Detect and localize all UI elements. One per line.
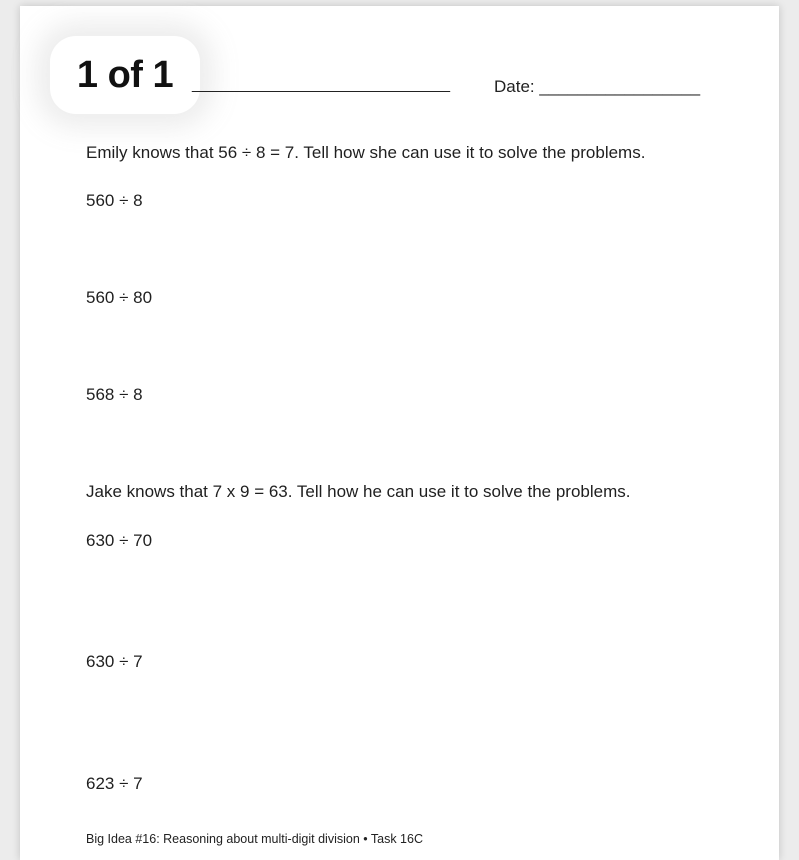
section1-prompt: Emily knows that 56 ÷ 8 = 7. Tell how she can use it to solve the problems. [86,143,646,162]
problem-6: 623 ÷ 7 [86,774,143,793]
problem-5: 630 ÷ 7 [86,652,143,671]
problem-3: 568 ÷ 8 [86,385,143,404]
problem-1: 560 ÷ 8 [86,191,143,210]
worksheet-page [20,6,779,860]
footer-text: Big Idea #16: Reasoning about multi-digit division • Task 16C [86,832,423,846]
page-indicator: 1 of 1 [50,36,200,114]
problem-2: 560 ÷ 80 [86,288,153,307]
section2-prompt: Jake knows that 7 x 9 = 63. Tell how he can use it to solve the problems. [86,482,631,501]
problem-4: 630 ÷ 70 [86,531,153,550]
date-field: Date: _________________ [494,77,701,96]
name-blank-line: _____________________________ [192,76,451,93]
